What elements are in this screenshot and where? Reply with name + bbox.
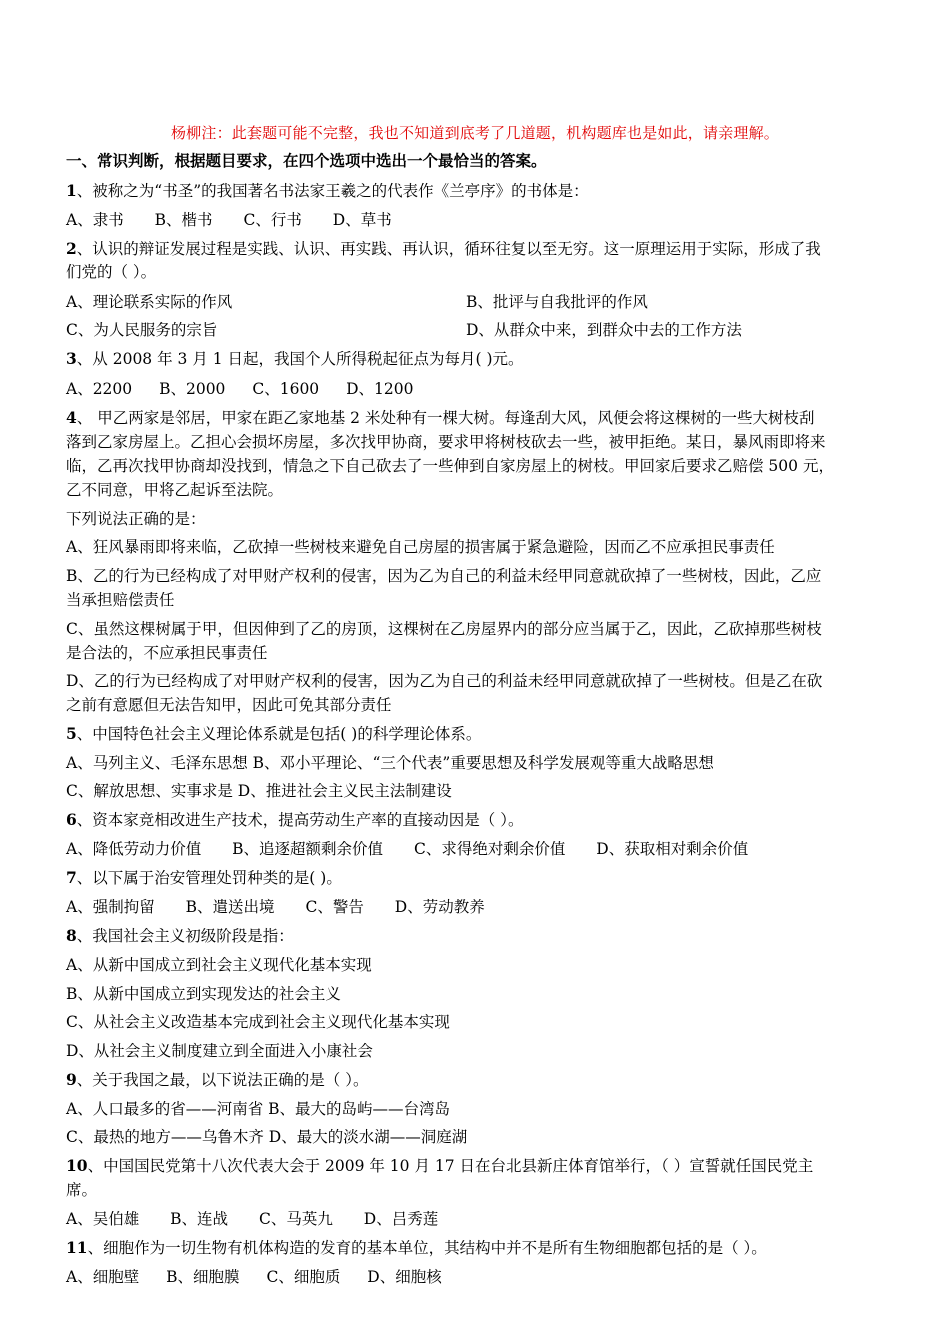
question-2-options-row2 (66, 317, 888, 343)
question-2-options-row1 (66, 289, 888, 315)
question-4-option-a: A、狂风暴雨即将来临，乙砍掉一些树枝来避免自己房屋的损害属于紧急避险，因而乙不应承担民事责任 (66, 538, 775, 556)
question-8-option-c: C、从社会主义改造基本完成到社会主义现代化基本实现 (66, 1013, 450, 1031)
question-3-options (66, 376, 888, 402)
option: B、遣送出境 (185, 898, 275, 916)
question-10-stem-cont: 席。 (66, 1181, 98, 1199)
question-4-stem-cont: 临，乙再次找甲协商却没找到，情急之下自己砍去了一些伸到自家房屋上的树枝。甲回家后要求乙赔偿 500 元， (66, 457, 834, 475)
question-7-stem: 7、以下属于治安管理处罚种类的是( )。 (66, 868, 342, 887)
option: C、马英九 (258, 1210, 333, 1228)
question-4-option-c-cont: 是合法的，不应承担民事责任 (66, 644, 268, 662)
option: D、获取相对剩余价值 (596, 840, 749, 858)
option: C、为人民服务的宗旨 (66, 321, 218, 339)
question-10-options (66, 1206, 888, 1232)
option: A、吴伯雄 (66, 1210, 140, 1228)
option: A、2200 (66, 380, 133, 398)
option: B、2000 (159, 380, 226, 398)
option: A、理论联系实际的作风 (66, 293, 233, 311)
question-8-option-b: B、从新中国成立到实现发达的社会主义 (66, 985, 341, 1003)
option: B、批评与自我批评的作风 (466, 293, 648, 311)
editor-note: 杨柳注：此套题可能不完整，我也不知道到底考了几道题，机构题库也是如此，请亲理解。 (170, 124, 779, 142)
question-8-option-d: D、从社会主义制度建立到全面进入小康社会 (66, 1042, 373, 1060)
option: D、1200 (346, 380, 414, 398)
option: B、追逐超额剩余价值 (232, 840, 384, 858)
question-4-subprompt: 下列说法正确的是： (66, 510, 206, 528)
question-5-options-row2: C、解放思想、实事求是 D、推进社会主义民主法制建设 (66, 782, 452, 800)
question-11-options (66, 1264, 888, 1290)
option: D、吕秀莲 (363, 1210, 439, 1228)
question-2-stem-cont: 们党的（ ）。 (66, 263, 157, 281)
question-4-option-b: B、乙的行为已经构成了对甲财产权利的侵害，因为乙为自己的利益未经甲同意就砍掉了一些树枝，因此，乙应 (66, 567, 822, 585)
question-7-options (66, 894, 888, 920)
option: D、草书 (332, 211, 392, 229)
option: A、降低劳动力价值 (66, 840, 202, 858)
question-4-option-d: D、乙的行为已经构成了对甲财产权利的侵害，因为乙为自己的利益未经甲同意就砍掉了一些树枝。但是乙在砍 (66, 672, 823, 690)
question-5-options-row1: A、马列主义、毛泽东思想 B、邓小平理论、“三个代表”重要思想及科学发展观等重大战略思想 (66, 754, 714, 772)
question-10-stem: 10、中国国民党第十八次代表大会于 2009 年 10 月 17 日在台北县新庄体育馆举行，（ ）宣誓就任国民党主 (66, 1156, 814, 1175)
option: D、从群众中来，到群众中去的工作方法 (466, 321, 742, 339)
option: A、细胞壁 (66, 1268, 140, 1286)
question-5-stem: 5、中国特色社会主义理论体系就是包括( )的科学理论体系。 (66, 724, 482, 743)
option: B、楷书 (154, 211, 213, 229)
question-2-stem: 2、认识的辩证发展过程是实践、认识、再实践、再认识，循环往复以至无穷。这一原理运用于实际，形成了我 (66, 239, 821, 258)
option: A、隶书 (66, 211, 124, 229)
question-4-option-c: C、虽然这棵树属于甲，但因伸到了乙的房顶，这棵树在乙房屋界内的部分应当属于乙，因此，乙砍掉那些树枝 (66, 620, 822, 638)
question-3-stem: 3、从 2008 年 3 月 1 日起，我国个人所得税起征点为每月( )元。 (66, 349, 524, 368)
option: D、劳动教养 (394, 898, 485, 916)
option: B、连战 (170, 1210, 229, 1228)
question-11-stem: 11、细胞作为一切生物有机体构造的发育的基本单位，其结构中并不是所有生物细胞都包括的是（ ）。 (66, 1238, 767, 1257)
question-6-stem: 6、资本家竞相改进生产技术，提高劳动生产率的直接动因是（ ）。 (66, 810, 524, 829)
question-6-options (66, 836, 888, 862)
option: C、警告 (305, 898, 364, 916)
option: D、细胞核 (367, 1268, 442, 1286)
option: A、强制拘留 (66, 898, 155, 916)
question-9-stem: 9、关于我国之最，以下说法正确的是（ ）。 (66, 1070, 369, 1089)
question-4-option-d-cont: 之前有意愿但无法告知甲，因此可免其部分责任 (66, 696, 392, 714)
option: C、行书 (243, 211, 302, 229)
question-4-option-b-cont: 当承担赔偿责任 (66, 591, 175, 609)
question-8-option-a: A、从新中国成立到社会主义现代化基本实现 (66, 956, 372, 974)
question-9-options-row2: C、最热的地方——乌鲁木齐 D、最大的淡水湖——洞庭湖 (66, 1128, 468, 1146)
option: C、求得绝对剩余价值 (413, 840, 566, 858)
question-4-stem-cont: 乙不同意，甲将乙起诉至法院。 (66, 481, 284, 499)
question-4-stem-cont: 落到乙家房屋上。乙担心会损坏房屋，多次找甲协商，要求甲将树枝砍去一些，被甲拒绝。某日，暴风雨即将来 (66, 433, 826, 451)
question-4-stem: 4、 甲乙两家是邻居，甲家在距乙家地基 2 米处种有一棵大树。每逢刮大风，风便会将这棵树的一些大树枝刮 (66, 408, 815, 427)
option: B、细胞膜 (166, 1268, 240, 1286)
section-title: 一、常识判断，根据题目要求，在四个选项中选出一个最恰当的答案。 (66, 151, 547, 170)
question-1-stem: 1、被称之为“书圣”的我国著名书法家王羲之的代表作《兰亭序》的书体是： (66, 181, 589, 200)
question-9-options-row1: A、人口最多的省——河南省 B、最大的岛屿——台湾岛 (66, 1100, 451, 1118)
option: C、细胞质 (266, 1268, 341, 1286)
question-1-options (66, 207, 888, 233)
question-8-stem: 8、我国社会主义初级阶段是指： (66, 926, 294, 945)
option: C、1600 (252, 380, 320, 398)
